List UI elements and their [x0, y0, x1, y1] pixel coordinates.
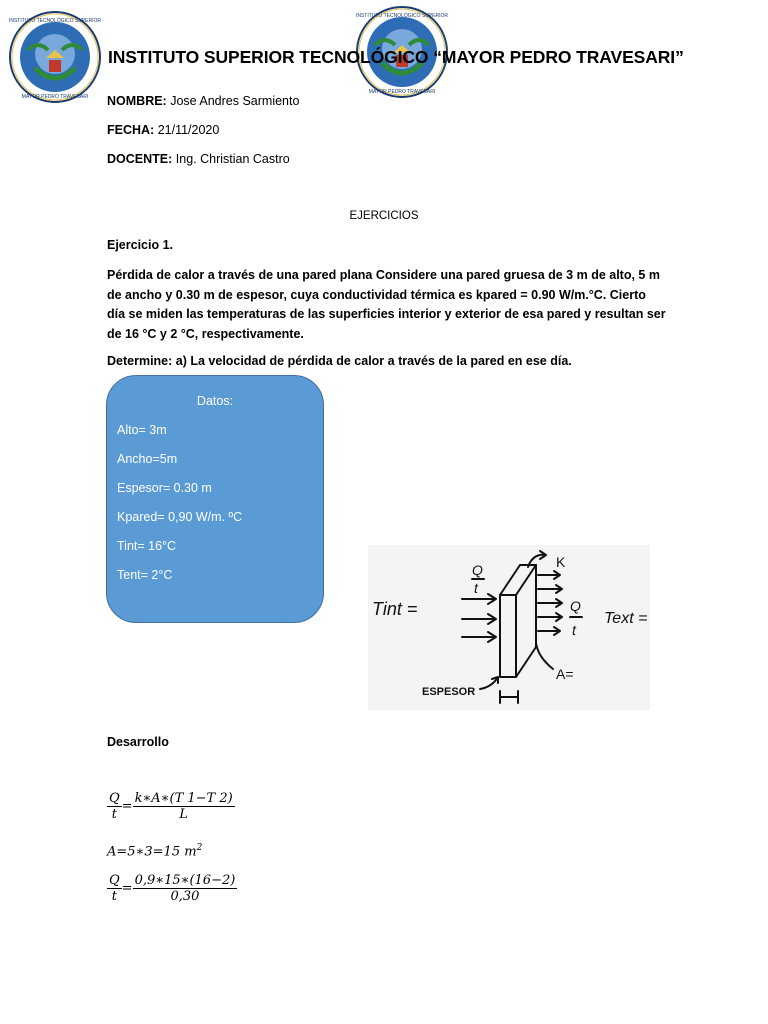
fecha-label: FECHA: — [107, 123, 155, 137]
docente-label: DOCENTE: — [107, 152, 173, 166]
logo-text-top: INSTITUTO TECNOLÓGICO SUPERIOR — [8, 18, 102, 24]
datos-item-tint: Tint= 16°C — [117, 539, 177, 553]
datos-box — [106, 375, 324, 623]
fecha-value: 21/11/2020 — [157, 123, 220, 137]
fraction-denominator: L — [133, 806, 235, 822]
fraction-numerator: Q — [109, 791, 120, 806]
fraction-denominator: t — [107, 888, 122, 904]
area-expression: A=5∗3=15 m — [107, 844, 197, 860]
fraction — [107, 791, 122, 822]
datos-heading: Datos: — [196, 394, 234, 408]
datos-item-tent: Tent= 2°C — [117, 568, 173, 582]
datos-item-espesor: Espesor= 0.30 m — [117, 481, 212, 495]
nombre-label: NOMBRE: — [107, 94, 167, 108]
fraction — [107, 873, 122, 904]
student-name-line — [107, 94, 299, 108]
datos-item-kpared: Kpared= 0,90 W/m. ºC — [117, 510, 243, 524]
docente-value: Ing. Christian Castro — [175, 152, 290, 166]
fraction-denominator: 0,30 — [133, 888, 238, 904]
fraction-denominator: t — [107, 806, 122, 822]
desarrollo-title: Desarrollo — [107, 735, 169, 749]
diagram-t-ext: Text = — [604, 610, 648, 627]
nombre-value: Jose Andres Sarmiento — [170, 94, 300, 108]
datos-item-ancho: Ancho=5m — [117, 452, 178, 466]
problem-statement: Pérdida de calor a través de una pared plana Considere una pared gruesa de 3 m de alto, 5 m de ancho y 0.30 m de espesor, cuya conductividad térmica es kpared = 0.90 W/m.°C. Cierto día se miden las temperaturas de las superficies interior y exterior de esa pared y resultan ser de 16 °C y 2 °C, respectivamente. — [107, 268, 666, 341]
diagram-q-top: Q — [472, 562, 483, 578]
logo-text-bottom: MAYOR PEDRO TRAVESARI — [368, 89, 436, 95]
logo-text-bottom: MAYOR PEDRO TRAVESARI — [21, 94, 89, 100]
diagram-t-top: t — [474, 580, 478, 596]
wall-heat-diagram — [368, 545, 650, 710]
institute-logo-left — [8, 10, 102, 104]
section-title: EJERCICIOS — [349, 210, 419, 222]
document-title: INSTITUTO SUPERIOR TECNOLÓGICO “MAYOR PEDRO TRAVESARI” — [108, 47, 684, 67]
fraction — [133, 791, 235, 822]
area-exponent: 2 — [196, 843, 203, 853]
fraction — [133, 873, 238, 904]
datos-item-alto: Alto= 3m — [117, 423, 167, 437]
diagram-t-right: t — [572, 622, 576, 638]
equation-heat-rate-formula: $\frac{Q}{t}$ = $\frac{k∗A∗(T 1-T 2)}{L}$ — [109, 791, 233, 822]
diagram-espesor: ESPESOR — [422, 686, 476, 698]
logo-text-top: INSTITUTO TECNOLÓGICO SUPERIOR — [355, 13, 449, 19]
equation-area — [107, 843, 202, 859]
fraction-numerator: 0,9∗15∗(16−2) — [134, 873, 236, 888]
diagram-q-right: Q — [570, 598, 581, 614]
diagram-t-int: Tint = — [372, 599, 418, 619]
teacher-line — [107, 152, 290, 166]
determine-question: Determine: a) La velocidad de pérdida de calor a través de la pared en ese día. — [107, 354, 572, 368]
exercise-title: Ejercicio 1. — [107, 238, 174, 252]
diagram-k-label: K — [556, 554, 566, 570]
date-line — [107, 123, 219, 137]
fraction-numerator: k∗A∗(T 1−T 2) — [134, 791, 233, 806]
fraction-numerator: Q — [109, 873, 120, 888]
equation-substitution: $\frac{Q}{t}$ = $\frac{0,9∗15∗(16-2)}{0,30}$ — [109, 873, 236, 904]
diagram-a-label: A= — [556, 666, 574, 682]
